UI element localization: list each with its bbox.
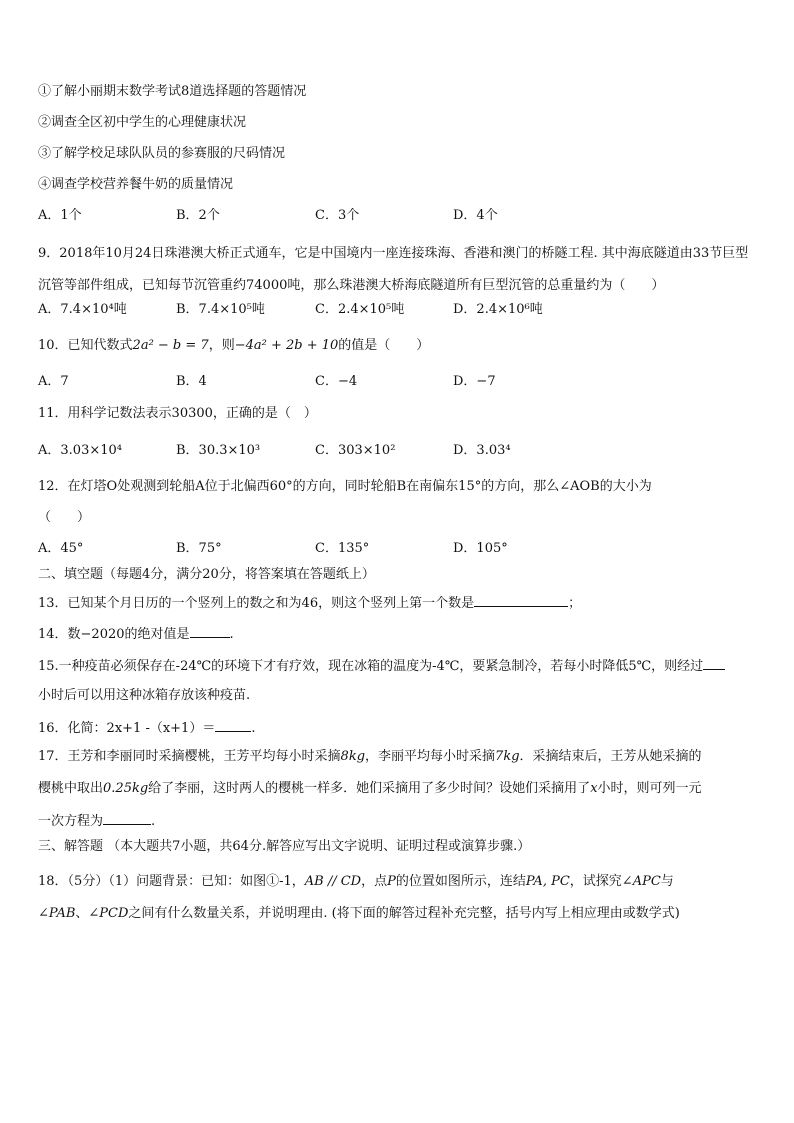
q18-math-pa-pc: PA, PC [525, 874, 570, 889]
q14-answer-blank[interactable] [190, 625, 230, 638]
q9-option-c: C．2.4×10⁵吨 [315, 302, 405, 317]
q18-line-1 [38, 874, 674, 890]
q12-option-d: D．105° [453, 541, 508, 556]
q10-prefix: 10．已知代数式 [38, 338, 133, 353]
q11-option-c: C．303×10² [315, 443, 396, 458]
q9-option-d: D．2.4×10⁶吨 [453, 302, 543, 317]
q17-math-x: x [590, 781, 598, 796]
q8-item-1: ①了解小丽期末数学考试8道选择题的答题情况 [38, 84, 307, 99]
q17-math-0-25kg: 0.25kg [103, 781, 149, 796]
q12-option-b: B．75° [176, 541, 222, 556]
q14-stem: 14．数−2020的绝对值是 [38, 627, 190, 642]
q16-stem: 16．化简：2x+1 -（x+1）＝ [38, 721, 216, 736]
q11-text: 11．用科学记数法表示30300，正确的是（ ） [38, 406, 317, 421]
section-3-heading: 三、解答题 （本大题共7小题，共64分.解答应写出文字说明、证明过程或演算步骤.） [38, 839, 531, 854]
q12-option-a: A．45° [38, 541, 84, 556]
q18-part: ，试探究 [569, 874, 622, 889]
q8-option-d: D．4个 [453, 208, 498, 223]
q8-options [38, 208, 756, 226]
q18-part: 的位置如图所示，连结 [395, 874, 526, 889]
q8-option-b: B．2个 [176, 208, 220, 223]
q16-text [38, 719, 255, 737]
q18-part: ，点 [361, 874, 388, 889]
q17-answer-blank[interactable] [103, 812, 151, 825]
q10-expression-2: −4a² + 2b + 10 [234, 338, 339, 353]
q17-end: . [151, 814, 156, 829]
q11-options [38, 443, 756, 461]
q18-math-apc: ∠APC [621, 874, 661, 889]
q8-option-a: A．1个 [38, 208, 82, 223]
q15-line-1 [38, 657, 725, 675]
q10-suffix: 的值是（ ） [338, 338, 430, 353]
q10-options [38, 374, 756, 392]
q17-part: 小时，则可列一元 [597, 781, 702, 796]
q13-end: ； [568, 596, 582, 611]
section-2-heading: 二、填空题（每题4分，满分20分，将答案填在答题纸上） [38, 567, 375, 582]
q9-options [38, 302, 756, 320]
q14-text [38, 625, 234, 643]
q9-text: 9．2018年10月24日珠港澳大桥正式通车，它是中国境内一座连接珠海、香港和澳门的桥隧工程. 其中海底隧道由33节巨型沉管等部件组成，已知每节沉管重约74000吨，那么珠港澳大桥海底隧道所有巨型沉管的总重量约为（ ） [38, 246, 749, 293]
q18-math-pcd: ∠PCD [88, 906, 129, 921]
q15-line-2: 小时后可以用这种冰箱存放该种疫苗. [38, 688, 251, 703]
q17-math-8kg: 8kg [340, 749, 366, 764]
q17-part: 给了李丽，这时两人的樱桃一样多．她们采摘用了多少时间？设她们采摘用了 [148, 781, 591, 796]
q8-item-3: ③了解学校足球队队员的参赛服的尺码情况 [38, 146, 286, 161]
q18-line-2 [38, 906, 680, 922]
q18-part: 18．（5分）（1）问题背景：已知：如图①-1， [38, 874, 305, 889]
q10-option-d: D．−7 [453, 374, 496, 389]
q12-text: 12．在灯塔O处观测到轮船A位于北偏西60°的方向，同时轮船B在南偏东15°的方向，那么∠AOB的大小为 [38, 479, 652, 494]
q12-options [38, 541, 756, 559]
q17-part: 17．王芳和李丽同时采摘樱桃，王芳平均每小时采摘 [38, 749, 341, 764]
q12-paren: （ ） [38, 510, 91, 525]
q18-part: 之间有什么数量关系，并说明理由. (将下面的解答过程补充完整，括号内写上相应理由或数学式) [128, 906, 680, 921]
q16-answer-blank[interactable] [215, 719, 251, 732]
q12-option-c: C．135° [315, 541, 370, 556]
q17-part: ，李丽平均每小时采摘 [365, 749, 496, 764]
q10-option-c: C．−4 [315, 374, 358, 389]
q13-stem: 13．已知某个月日历的一个竖列上的数之和为46，则这个竖列上第一个数是 [38, 596, 475, 611]
q10-option-a: A．7 [38, 374, 69, 389]
q8-option-c: C．3个 [315, 208, 360, 223]
q11-option-d: D．3.03⁴ [453, 443, 511, 458]
q10-text [38, 338, 429, 354]
q11-option-a: A．3.03×10⁴ [38, 443, 122, 458]
q10-option-b: B．4 [176, 374, 207, 389]
q9-option-b: B．7.4×10⁵吨 [176, 302, 265, 317]
q18-math-ab-cd: AB // CD [304, 874, 362, 889]
q18-part: 与 [660, 874, 674, 889]
q17-part: 樱桃中取出 [38, 781, 104, 796]
q16-end: . [251, 721, 256, 736]
q17-part: 一次方程为 [38, 814, 104, 829]
q10-mid: ，则 [208, 338, 235, 353]
q14-end: . [229, 627, 234, 642]
q17-part: ．采摘结束后，王芳从她采摘的 [519, 749, 702, 764]
q10-expression-1: 2a² − b = 7 [132, 338, 209, 353]
q18-math-pab: ∠PAB [38, 906, 76, 921]
q8-item-4: ④调查学校营养餐牛奶的质量情况 [38, 177, 234, 192]
q18-math-p: P [387, 874, 396, 889]
q17-math-7kg: 7kg [495, 749, 520, 764]
q15-stem: 15.一种疫苗必须保存在-24℃的环境下才有疗效，现在冰箱的温度为-4℃，要紧急制冷，若每小时降低5℃，则经过 [38, 659, 704, 674]
q15-answer-blank[interactable] [703, 657, 725, 670]
q8-item-2: ②调查全区初中学生的心理健康状况 [38, 115, 247, 130]
q17-line-3 [38, 812, 155, 830]
q9-option-a: A．7.4×10⁴吨 [38, 302, 127, 317]
q11-option-b: B．30.3×10³ [176, 443, 261, 458]
q13-answer-blank[interactable] [474, 594, 568, 607]
q18-part: 、 [75, 906, 89, 921]
q17-line-2 [38, 781, 702, 797]
q13-text [38, 594, 581, 612]
q17-line-1 [38, 749, 702, 765]
